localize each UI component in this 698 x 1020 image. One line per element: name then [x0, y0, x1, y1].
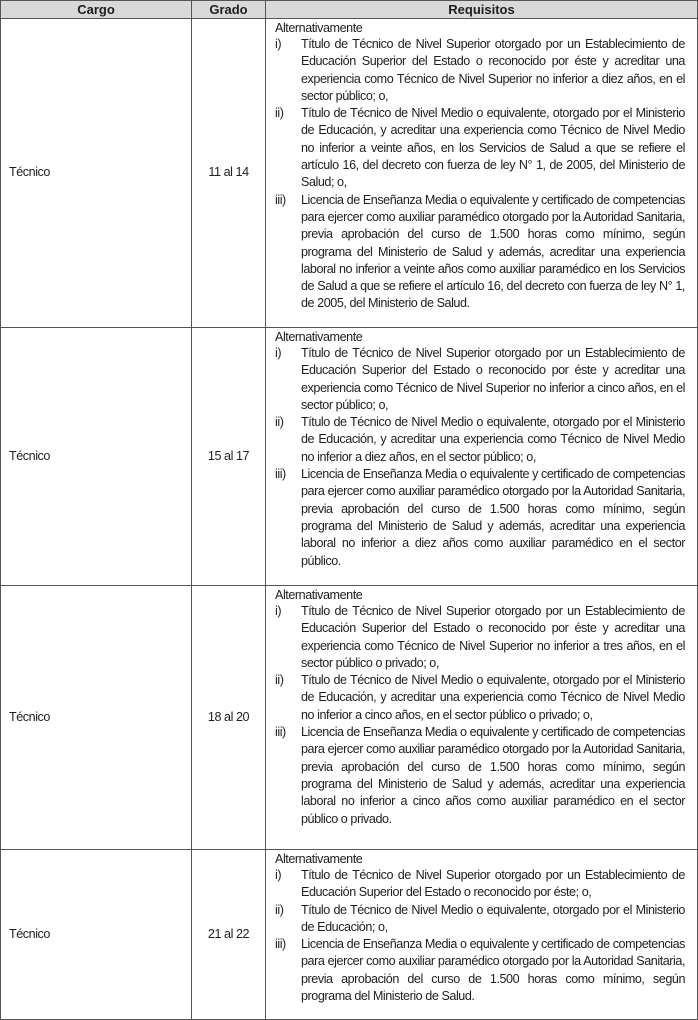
header-grado: Grado [192, 1, 266, 19]
intro-text: Alternativamente [275, 21, 363, 35]
grado-cell: 18 al 20 [192, 586, 266, 850]
list-item [275, 414, 685, 466]
item-text: Licencia de Enseñanza Media o equivalente y certificado de competencias para ejercer como auxiliar paramédico otorgado por la Autoridad Sanitaria, previa aprobación del curso de 1.500 horas como mínimo, según programa del Ministerio de Salud y además, acreditar una experiencia laboral no inferior a cinco años como auxiliar paramédico en el sector público o privado. [301, 725, 685, 826]
list-item [275, 936, 685, 1005]
item-number: ii) [275, 415, 284, 430]
intro-text: Alternativamente [275, 852, 363, 866]
item-text: Título de Técnico de Nivel Superior otorgado por un Establecimiento de Educación Superior del Estado o reconocido por éste y acreditar una experiencia como Técnico de Nivel Superior no inferior a cinco años, en el sector público; o, [301, 346, 685, 412]
item-number: ii) [275, 106, 284, 121]
table-row [1, 328, 698, 586]
cargo-cell: Técnico [1, 586, 192, 850]
item-text: Licencia de Enseñanza Media o equivalente y certificado de competencias para ejercer como auxiliar paramédico otorgado por la Autoridad Sanitaria, previa aprobación del curso de 1.500 horas como mínimo, según programa del Ministerio de Salud y además, acreditar una experiencia laboral no inferior a veinte años como auxiliar paramédico en los Servicios de Salud a que se refiere el artículo 16, del decreto con fuerza de ley N° 1, de 2005, del Ministerio de Salud. [301, 192, 685, 311]
list-item [275, 345, 685, 414]
item-text: Título de Técnico de Nivel Medio o equivalente, otorgado por el Ministerio de Educación, y acreditar una experiencia como Técnico de Nivel Medio no inferior a veinte años, en los Servicios de Salud a que se refiere el artículo 16, del decreto con fuerza de ley N° 1, de 2005, del Ministerio de Salud; o, [301, 106, 685, 190]
item-number: i) [275, 37, 282, 51]
list-item [275, 105, 685, 191]
intro-text: Alternativamente [275, 588, 363, 602]
item-number: iii) [275, 937, 286, 952]
item-text: Título de Técnico de Nivel Superior otorgado por un Establecimiento de Educación Superior del Estado o reconocido por éste y acreditar una experiencia como Técnico de Nivel Superior no inferior a tres años, en el sector público o privado; o, [301, 604, 685, 670]
grado-cell: 15 al 17 [192, 328, 266, 586]
item-number: iii) [275, 467, 286, 482]
item-number: i) [275, 604, 282, 618]
requisitos-cell [266, 586, 698, 850]
item-text: Título de Técnico de Nivel Medio o equivalente, otorgado por el Ministerio de Educación; o, [301, 902, 685, 934]
item-number: i) [275, 346, 282, 360]
list-item [275, 672, 685, 724]
table-row [1, 19, 698, 328]
item-text: Licencia de Enseñanza Media o equivalente y certificado de competencias para ejercer como auxiliar paramédico otorgado por la Autoridad Sanitaria, previa aprobación del curso de 1.500 horas como mínimo, según programa del Ministerio de Salud y además, acreditar una experiencia laboral no inferior a diez años como auxiliar paramédico en el sector público. [301, 467, 685, 568]
grado-cell: 21 al 22 [192, 850, 266, 1020]
item-text: Licencia de Enseñanza Media o equivalente y certificado de competencias para ejercer como auxiliar paramédico otorgado por la Autoridad Sanitaria, previa aprobación del curso de 1.500 horas como mínimo, según programa del Ministerio de Salud. [301, 937, 685, 1004]
list-item [275, 603, 685, 672]
cargo-cell: Técnico [1, 850, 192, 1020]
list-item [275, 902, 685, 937]
header-cargo: Cargo [1, 1, 192, 19]
cargo-cell: Técnico [1, 19, 192, 328]
item-text: Título de Técnico de Nivel Superior otorgado por un Establecimiento de Educación Superior del Estado o reconocido por éste; o, [301, 868, 685, 900]
cargo-cell: Técnico [1, 328, 192, 586]
table-row [1, 850, 698, 1020]
item-text: Título de Técnico de Nivel Medio o equivalente, otorgado por el Ministerio de Educación, y acreditar una experiencia como Técnico de Nivel Medio no inferior a diez años, en el sector público; o, [301, 415, 685, 464]
list-item [275, 466, 685, 570]
item-number: ii) [275, 902, 284, 917]
item-text: Título de Técnico de Nivel Medio o equivalente, otorgado por el Ministerio de Educación, y acreditar una experiencia como Técnico de Nivel Medio no inferior a cinco años, en el sector público o privado; o, [301, 673, 685, 722]
header-row [1, 1, 698, 19]
list-item [275, 36, 685, 105]
list-item [275, 724, 685, 828]
item-number: ii) [275, 673, 284, 688]
list-item [275, 192, 685, 313]
item-text: Título de Técnico de Nivel Superior otorgado por un Establecimiento de Educación Superior del Estado o reconocido por éste y acreditar una experiencia como Técnico de Nivel Superior no inferior a diez años, en el sector público; o, [301, 37, 685, 103]
header-requisitos: Requisitos [266, 1, 698, 19]
requisitos-cell [266, 850, 698, 1020]
table-row [1, 586, 698, 850]
item-number: iii) [275, 725, 286, 740]
item-number: i) [275, 868, 282, 882]
list-item [275, 867, 685, 902]
requisitos-cell [266, 19, 698, 328]
item-number: iii) [275, 192, 286, 207]
grado-cell: 11 al 14 [192, 19, 266, 328]
requisitos-cell [266, 328, 698, 586]
intro-text: Alternativamente [275, 330, 363, 344]
